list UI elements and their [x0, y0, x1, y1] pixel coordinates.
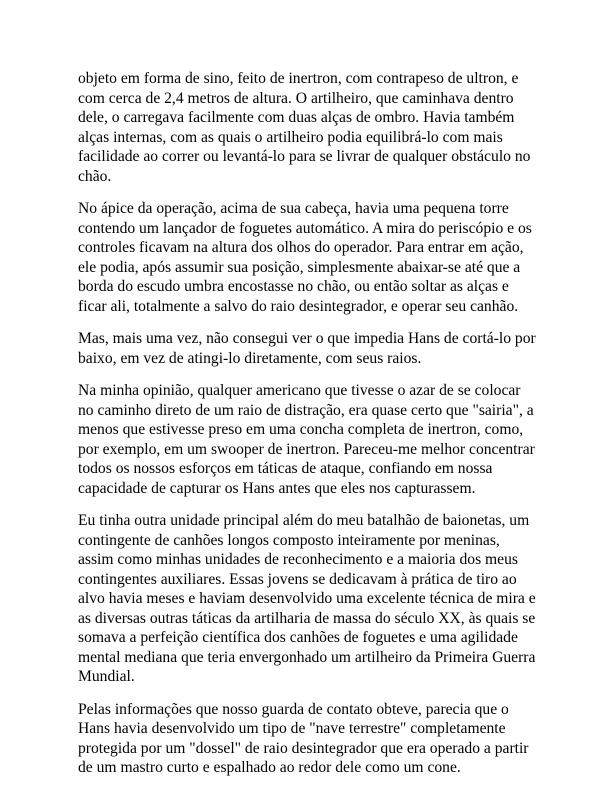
body-text [78, 69, 538, 791]
paragraph-5: Eu tinha outra unidade principal além do meu batalhão de baionetas, um contingente de canhões longos composto inteiramente por meninas, assim como minhas unidades de reconhecimento e a maioria dos meus contingentes auxiliares. Essas jovens se dedicavam à prática de tiro ao alvo havia meses e haviam desenvolvido uma excelente técnica de mira e as diversas outras táticas da artilharia de massa do século XX, às quais se somava a perfeição científica dos canhões de foguetes e uma agilidade mental mediana que teria envergonhado um artilheiro da Primeira Guerra Mundial. [78, 512, 536, 685]
paragraph-3: Mas, mais uma vez, não consegui ver o que impedia Hans de cortá-lo por baixo, em vez de atingi-lo diretamente, com seus raios. [78, 330, 536, 367]
paragraph-1: objeto em forma de sino, feito de inertron, com contrapeso de ultron, e com cerca de 2,4 metros de altura. O artilheiro, que caminhava dentro dele, o carregava facilmente com duas alças de ombro. Havia também alças internas, com as quais o artilheiro podia equilibrá-lo com mais facilidade ao correr ou levantá-lo para se livrar de qualquer obstáculo no chão. [78, 70, 531, 185]
paragraph-4: Na minha opinião, qualquer americano que tivesse o azar de se colocar no caminho direto de um raio de distração, era quase certo que "sairia", a menos que estivesse preso em uma concha completa de inertron, como, por exemplo, em um swooper de inertron. Pareceu-me melhor concentrar todos os nossos esforços em táticas de ataque, confiando em nossa capacidade de capturar os Hans antes que eles nos capturassem. [78, 382, 535, 497]
paragraph-6: Pelas informações que nosso guarda de contato obteve, parecia que o Hans havia desenvolvido um tipo de "nave terrestre" completamente protegida por um "dossel" de raio desintegrador que era operado a partir de um mastro curto e espalhado ao redor dele como um cone. [78, 700, 529, 776]
paragraph-2: No ápice da operação, acima de sua cabeça, havia uma pequena torre contendo um lançador de foguetes automático. A mira do periscópio e os controles ficavam na altura dos olhos do operador. Para entrar em ação, ele podia, após assumir sua posição, simplesmente abaixar-se até que a borda do escudo umbra encostasse no chão, ou então soltar as alças e ficar ali, totalmente a salvo do raio desintegrador, e operar seu canhão. [78, 200, 532, 315]
